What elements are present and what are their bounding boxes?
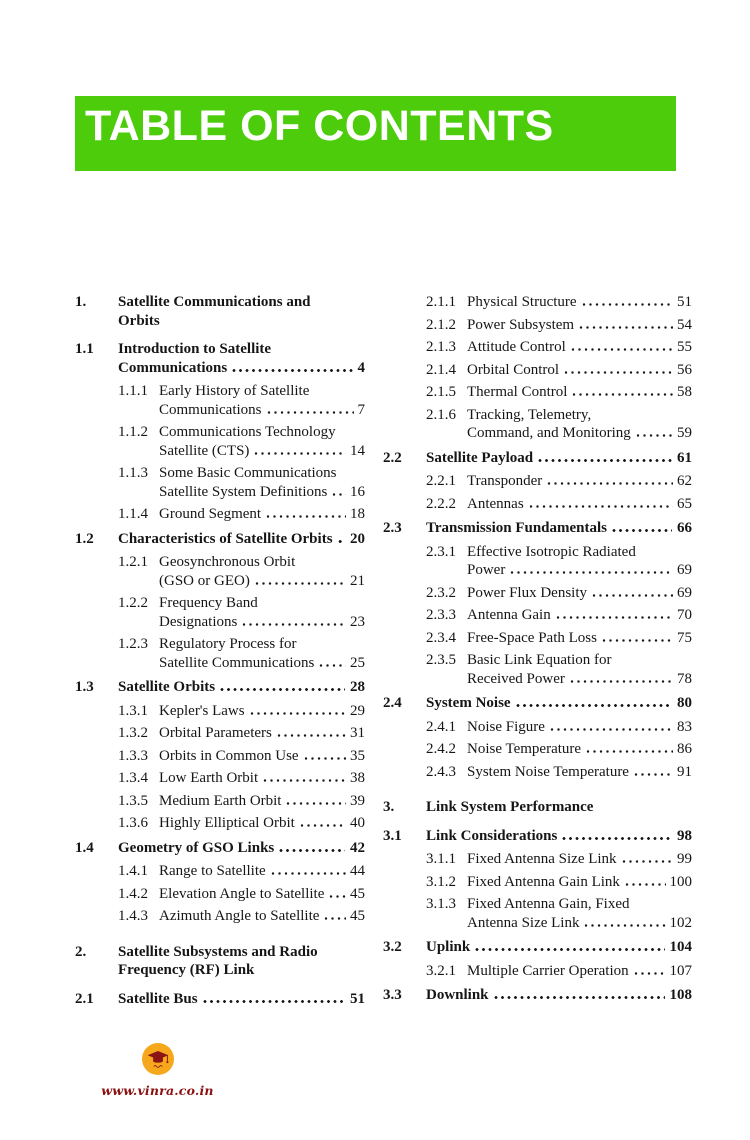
dot-leader	[550, 728, 673, 731]
entry-number: 2.3.5	[426, 652, 456, 668]
page-number: 18	[350, 506, 365, 522]
entry-title-line: Physical Structure	[467, 294, 577, 310]
entry-title-line: Satellite Bus	[118, 990, 198, 1007]
toc-entry	[75, 907, 365, 926]
page-number: 51	[350, 990, 365, 1007]
entry-number: 1.3.1	[118, 702, 148, 719]
dot-leader	[263, 779, 346, 782]
toc-entry	[75, 594, 365, 631]
entry-title-line: Fixed Antenna Size Link	[467, 851, 617, 867]
entry-title-line: Noise Temperature	[467, 741, 582, 757]
page-number: 55	[677, 339, 692, 355]
toc-entry	[383, 798, 692, 817]
page-number: 65	[677, 495, 692, 512]
entry-title-line: Frequency Band	[159, 595, 258, 611]
entry-title-line: Orbital Parameters	[159, 725, 272, 741]
entry-title-line: Medium Earth Orbit	[159, 792, 282, 809]
entry-title-line: Fixed Antenna Gain Link	[467, 873, 620, 890]
toc-entry	[75, 769, 365, 788]
footer-brand	[95, 1043, 220, 1098]
page-number: 39	[350, 792, 365, 809]
entry-number: 1.2.1	[118, 554, 148, 570]
entry-number: 1.	[75, 294, 87, 310]
entry-number: 1.3.5	[118, 792, 148, 809]
page-number: 4	[357, 359, 365, 376]
page-number: 40	[350, 815, 365, 831]
entry-title-line: Designations	[159, 613, 238, 630]
dot-leader	[571, 348, 673, 351]
toc-entry	[383, 718, 692, 737]
entry-title-line: Early History of Satellite	[159, 383, 310, 399]
entry-title-line: Uplink	[426, 939, 471, 955]
page-number: 20	[350, 530, 365, 547]
dot-leader	[300, 824, 346, 827]
toc-entry	[75, 839, 365, 858]
entry-title-line: Frequency (RF) Link	[118, 962, 255, 978]
entry-number: 2.1.1	[426, 294, 456, 310]
entry-title-line: Geosynchronous Orbit	[159, 554, 296, 570]
page-number: 100	[669, 873, 692, 890]
toc-entry	[383, 543, 692, 580]
entry-title-line: Link System Performance	[426, 799, 594, 815]
entry-title-line: Orbital Control	[467, 361, 560, 378]
entry-number: 2.4.1	[426, 718, 456, 735]
toc-entry	[75, 678, 365, 697]
entry-number: 2.1	[75, 990, 94, 1007]
entry-number: 1.1.4	[118, 506, 148, 522]
entry-number: 1.4.1	[118, 863, 148, 879]
dot-leader	[279, 849, 345, 852]
toc-entry	[383, 316, 692, 335]
entry-title-line: Thermal Control	[467, 384, 568, 400]
toc-entry	[75, 702, 365, 721]
entry-title-line: Received Power	[467, 670, 565, 687]
dot-leader	[584, 924, 665, 927]
toc-entry	[383, 986, 692, 1005]
entry-title-line: Ground Segment	[159, 506, 262, 522]
dot-leader	[203, 1000, 345, 1003]
entry-title-line: Some Basic Communications	[159, 465, 337, 481]
entry-title-line: Power Flux Density	[467, 584, 587, 601]
page-number: 31	[350, 725, 365, 741]
dot-leader	[562, 837, 672, 840]
entry-title-line: Antenna Size Link	[467, 914, 580, 931]
dot-leader	[602, 639, 673, 642]
entry-number: 3.1.2	[426, 873, 456, 890]
page-number: 35	[350, 747, 365, 764]
page-number: 23	[350, 613, 365, 630]
toc-entry	[383, 740, 692, 759]
dot-leader	[220, 688, 345, 691]
entry-number: 2.1.6	[426, 406, 456, 423]
entry-number: 2.2.1	[426, 473, 456, 489]
entry-number: 2.4.3	[426, 763, 456, 780]
entry-number: 2.3.1	[426, 543, 456, 560]
page-number: 62	[677, 473, 692, 489]
page-number: 69	[677, 584, 692, 601]
page-number: 80	[677, 695, 692, 711]
dot-leader	[586, 750, 673, 753]
page-number: 86	[677, 741, 692, 757]
toc-column-right	[383, 293, 692, 1010]
entry-title-line: Satellite Payload	[426, 449, 534, 466]
entry-title-line: Communications	[159, 401, 262, 418]
toc-entry	[75, 814, 365, 833]
dot-leader	[338, 540, 345, 543]
entry-number: 1.2	[75, 530, 94, 547]
toc-entry	[75, 990, 365, 1009]
entry-title-line: Attitude Control	[467, 339, 566, 355]
website-text: www.vinra.co.in	[101, 1083, 214, 1098]
page-number: 29	[350, 702, 365, 719]
entry-number: 2.2.2	[426, 495, 456, 512]
entry-title-line: Free-Space Path Loss	[467, 629, 597, 646]
toc-entry	[383, 962, 692, 981]
entry-title-line: Noise Figure	[467, 718, 545, 735]
toc-entry	[383, 629, 692, 648]
toc-entry	[383, 938, 692, 957]
entry-number: 1.3.4	[118, 770, 148, 786]
toc-entry	[75, 505, 365, 524]
entry-number: 1.4	[75, 839, 94, 856]
entry-title-line: Power Subsystem	[467, 316, 575, 333]
dot-leader	[319, 664, 346, 667]
page-number: 59	[677, 425, 692, 441]
dot-leader	[254, 452, 346, 455]
entry-title-line: Azimuth Angle to Satellite	[159, 908, 320, 924]
page-number: 99	[677, 851, 692, 867]
entry-title-line: Basic Link Equation for	[467, 652, 612, 668]
entry-title-line: Downlink	[426, 987, 489, 1003]
entry-number: 3.2	[383, 939, 402, 955]
dot-leader	[232, 369, 352, 372]
page-number: 44	[350, 863, 365, 879]
dot-leader	[538, 459, 672, 462]
entry-title-line: (GSO or GEO)	[159, 572, 250, 589]
toc-entry	[383, 472, 692, 491]
dot-leader	[572, 393, 673, 396]
toc-entry	[75, 423, 365, 460]
entry-title-line: Command, and Monitoring	[467, 425, 631, 441]
toc-entry	[383, 383, 692, 402]
dot-leader	[304, 757, 346, 760]
page-number: 38	[350, 770, 365, 786]
dot-leader	[556, 616, 673, 619]
entry-title-line: Transponder	[467, 473, 543, 489]
dot-leader	[475, 948, 664, 951]
page-number: 58	[677, 384, 692, 400]
page-number: 45	[350, 908, 365, 924]
dot-leader	[582, 303, 673, 306]
page-number: 21	[350, 572, 365, 589]
page-number: 54	[677, 316, 692, 333]
toc-entry	[383, 873, 692, 892]
dot-leader	[242, 623, 346, 626]
page-number: 98	[677, 827, 692, 844]
entry-title-line: Satellite Orbits	[118, 679, 216, 695]
entry-title-line: Range to Satellite	[159, 863, 266, 879]
entry-title-line: Orbits	[118, 312, 160, 329]
dot-leader	[634, 773, 673, 776]
dot-leader	[494, 996, 665, 999]
entry-number: 2.	[75, 943, 87, 960]
entry-number: 1.3.2	[118, 725, 148, 741]
toc-entry	[75, 862, 365, 881]
entry-number: 2.1.3	[426, 339, 456, 355]
entry-number: 3.1.3	[426, 896, 456, 912]
dot-leader	[634, 972, 666, 975]
page-number: 83	[677, 718, 692, 735]
entry-number: 2.3.4	[426, 629, 456, 646]
entry-title-line: Low Earth Orbit	[159, 770, 259, 786]
dot-leader	[592, 594, 673, 597]
entry-title-line: Satellite Communications	[159, 654, 315, 671]
entry-title-line: System Noise	[426, 695, 511, 711]
page-number: 104	[669, 939, 692, 955]
entry-title-line: Antennas	[467, 495, 524, 512]
dot-leader	[612, 529, 672, 532]
toc-entry	[75, 553, 365, 590]
toc-entry	[383, 584, 692, 603]
page-number: 91	[677, 763, 692, 780]
entry-number: 1.1.1	[118, 383, 148, 399]
toc-entry	[75, 293, 365, 330]
entry-number: 2.3	[383, 520, 402, 536]
dot-leader	[564, 371, 673, 374]
dot-leader	[250, 712, 346, 715]
graduation-cap-icon	[142, 1043, 174, 1075]
entry-number: 2.4.2	[426, 741, 456, 757]
toc-entry	[383, 763, 692, 782]
entry-number: 2.1.5	[426, 384, 456, 400]
toc-entry	[75, 747, 365, 766]
entry-number: 3.	[383, 799, 395, 815]
dot-leader	[255, 582, 346, 585]
entry-title-line: Orbits in Common Use	[159, 747, 299, 764]
dot-leader	[266, 515, 346, 518]
page-number: 69	[677, 562, 692, 578]
dot-leader	[622, 860, 673, 863]
entry-number: 1.4.2	[118, 885, 148, 902]
toc-column-left	[75, 293, 365, 1013]
page-number: 7	[357, 401, 365, 418]
dot-leader	[510, 571, 673, 574]
dot-leader	[636, 434, 673, 437]
entry-title-line: Geometry of GSO Links	[118, 839, 275, 856]
dot-leader	[516, 704, 672, 707]
entry-number: 1.3.3	[118, 747, 148, 764]
dot-leader	[529, 505, 673, 508]
page-title: TABLE OF CONTENTS	[85, 102, 554, 150]
entry-number: 1.1.2	[118, 424, 148, 440]
toc-entry	[383, 338, 692, 357]
toc-entry	[75, 340, 365, 377]
page-number: 42	[350, 839, 365, 856]
dot-leader	[286, 802, 346, 805]
page-number: 102	[669, 914, 692, 931]
entry-title-line: Characteristics of Satellite Orbits	[118, 530, 333, 547]
toc-entry	[75, 530, 365, 549]
toc-entry	[75, 792, 365, 811]
toc-entry	[75, 464, 365, 501]
toc-entry	[383, 651, 692, 688]
entry-title-line: Effective Isotropic Radiated	[467, 543, 636, 560]
entry-number: 1.1.3	[118, 465, 148, 481]
dot-leader	[625, 883, 666, 886]
page-number: 14	[350, 442, 365, 459]
entry-title-line: Highly Elliptical Orbit	[159, 815, 295, 831]
entry-title-line: Fixed Antenna Gain, Fixed	[467, 896, 630, 912]
entry-number: 3.1.1	[426, 851, 456, 867]
entry-title-line: Transmission Fundamentals	[426, 520, 608, 536]
dot-leader	[579, 326, 673, 329]
toc-entry	[383, 895, 692, 932]
dot-leader	[332, 493, 346, 496]
page-number: 78	[677, 670, 692, 687]
dot-leader	[547, 482, 673, 485]
page-number: 51	[677, 294, 692, 310]
toc-entry	[383, 850, 692, 869]
page-number: 45	[350, 885, 365, 902]
entry-number: 2.2	[383, 449, 402, 466]
entry-number: 2.3.2	[426, 584, 456, 601]
entry-number: 1.1	[75, 341, 94, 357]
entry-number: 1.4.3	[118, 908, 148, 924]
toc-entry	[383, 606, 692, 625]
toc-entry	[383, 694, 692, 713]
toc-entry	[383, 361, 692, 380]
entry-title-line: Elevation Angle to Satellite	[159, 885, 325, 902]
toc-entry	[383, 519, 692, 538]
page-number: 108	[669, 987, 692, 1003]
entry-number: 1.3.6	[118, 815, 148, 831]
entry-title-line: Regulatory Process for	[159, 636, 297, 652]
entry-number: 3.3	[383, 987, 402, 1003]
page-number: 107	[669, 962, 692, 979]
toc-entry	[75, 382, 365, 419]
entry-number: 1.3	[75, 679, 94, 695]
entry-title-line: Link Considerations	[426, 827, 558, 844]
entry-number: 1.2.2	[118, 595, 148, 611]
entry-title-line: Communications	[118, 359, 228, 376]
dot-leader	[570, 680, 673, 683]
toc-container	[75, 293, 692, 1013]
entry-title-line: Satellite Subsystems and Radio	[118, 943, 318, 960]
toc-entry	[383, 827, 692, 846]
dot-leader	[267, 411, 354, 414]
dot-leader	[277, 734, 346, 737]
entry-number: 2.1.4	[426, 361, 456, 378]
page-number: 70	[677, 607, 692, 623]
toc-entry	[75, 635, 365, 672]
entry-number: 2.1.2	[426, 316, 456, 333]
toc-entry	[383, 495, 692, 514]
toc-entry	[383, 449, 692, 468]
header-bar	[75, 96, 676, 171]
entry-number: 3.2.1	[426, 962, 456, 979]
dot-leader	[329, 895, 346, 898]
entry-number: 2.3.3	[426, 607, 456, 623]
entry-title-line: Satellite Communications and	[118, 294, 311, 310]
toc-entry	[75, 943, 365, 980]
entry-title-line: Power	[467, 562, 506, 578]
entry-number: 3.1	[383, 827, 402, 844]
toc-entry	[75, 885, 365, 904]
entry-number: 2.4	[383, 695, 402, 711]
page-number: 56	[677, 361, 692, 378]
page-number: 75	[677, 629, 692, 646]
dot-leader	[324, 917, 346, 920]
entry-title-line: Communications Technology	[159, 424, 336, 440]
entry-title-line: Satellite (CTS)	[159, 442, 250, 459]
entry-title-line: Multiple Carrier Operation	[467, 962, 629, 979]
entry-title-line: Kepler's Laws	[159, 702, 245, 719]
entry-title-line: Satellite System Definitions	[159, 483, 328, 500]
toc-entry	[383, 406, 692, 443]
page-number: 28	[350, 679, 365, 695]
entry-title-line: Tracking, Telemetry,	[467, 406, 592, 423]
page-number: 66	[677, 520, 692, 536]
toc-entry	[75, 724, 365, 743]
page-number: 61	[677, 449, 692, 466]
toc-entry	[383, 293, 692, 312]
page-number: 25	[350, 654, 365, 671]
page-number: 16	[350, 483, 365, 500]
entry-title-line: System Noise Temperature	[467, 763, 629, 780]
entry-title-line: Introduction to Satellite	[118, 341, 272, 357]
entry-number: 1.2.3	[118, 636, 148, 652]
entry-title-line: Antenna Gain	[467, 607, 551, 623]
dot-leader	[271, 872, 346, 875]
